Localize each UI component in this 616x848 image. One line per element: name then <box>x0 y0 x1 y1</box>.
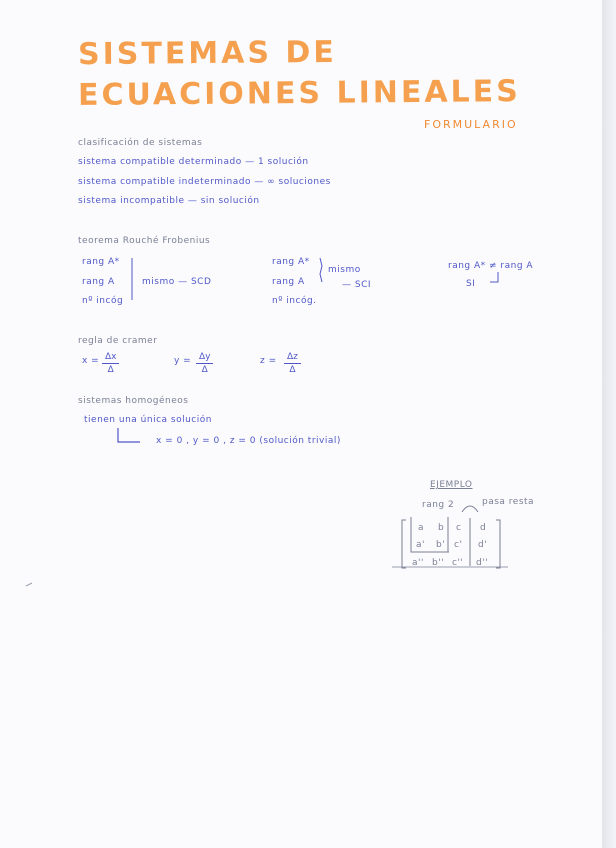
cramer-x-var: x = <box>82 356 100 366</box>
matrix-cell: a'' <box>412 558 424 568</box>
sci-line: sistema compatible indeterminado — ∞ soluciones <box>78 177 331 187</box>
c1-incognitas: nº incóg <box>82 296 124 306</box>
cramer-heading: regla de cramer <box>78 336 158 346</box>
c2-incognitas: nº incóg. <box>272 296 317 306</box>
cramer-z-var: z = <box>260 356 277 366</box>
c2-mismo: mismo <box>328 265 361 275</box>
homogeneos-arrow <box>118 428 140 442</box>
matrix-inner-box <box>411 517 449 552</box>
matrix-cell: d'' <box>476 558 489 568</box>
scd-line: sistema compatible determinado — 1 solución <box>78 157 309 167</box>
matrix-cell: c'' <box>452 558 464 568</box>
si-line: sistema incompatible — sin solución <box>78 196 260 206</box>
cramer-y-num: Δy <box>196 352 213 364</box>
c2-rang: rang A <box>272 277 305 287</box>
cramer-x-num: Δx <box>102 352 119 364</box>
cramer-y-den: Δ <box>201 365 208 375</box>
ejemplo-pasa-resta: pasa resta <box>482 497 535 507</box>
cramer-x-den: Δ <box>107 365 114 375</box>
clasificacion-heading: clasificación de sistemas <box>78 138 203 148</box>
c3-result: SI <box>466 279 476 289</box>
matrix-cell: b' <box>436 540 446 550</box>
c1-rang-ampliada: rang A* <box>82 257 120 267</box>
c2-result: — SCI <box>342 280 372 290</box>
c1-rang: rang A <box>82 277 115 287</box>
c1-result: mismo — SCD <box>142 277 212 287</box>
homogeneos-solution: x = 0 , y = 0 , z = 0 (solución trivial) <box>156 436 341 446</box>
matrix-cell: d <box>480 523 487 533</box>
title-line-2: ECUACIONES LINEALES <box>77 74 521 113</box>
matrix-outer-right <box>496 520 500 568</box>
ejemplo-rang: rang 2 <box>422 500 455 510</box>
c3-hook <box>490 272 498 282</box>
matrix-cell: c <box>456 523 462 533</box>
matrix-cell: c' <box>454 540 463 550</box>
ejemplo-heading: EJEMPLO <box>430 480 473 490</box>
cramer-z-den: Δ <box>289 365 296 375</box>
matrix-outer-left <box>402 520 406 568</box>
matrix-cell: b'' <box>432 558 445 568</box>
pencil-mark <box>26 583 32 586</box>
c3-comparison: rang A* ≠ rang A <box>448 261 534 271</box>
matrix-cell: a' <box>416 540 425 550</box>
c2-brace <box>320 258 322 282</box>
matrix-cell: a <box>418 523 425 533</box>
ejemplo-arc-arrow <box>462 506 478 512</box>
homogeneos-heading: sistemas homogéneos <box>78 396 189 406</box>
paper-edge <box>602 0 616 848</box>
matrix-cell: d' <box>478 540 488 550</box>
rouche-heading: teorema Rouché Frobenius <box>78 236 211 246</box>
subtitle: FORMULARIO <box>424 118 518 131</box>
cramer-y-var: y = <box>174 356 192 366</box>
title-line-1: SISTEMAS DE <box>77 34 338 73</box>
cramer-z-num: Δz <box>284 352 301 364</box>
matrix-cell: b <box>438 523 445 533</box>
c2-rang-ampliada: rang A* <box>272 257 310 267</box>
homogeneos-line: tienen una única solución <box>84 415 212 425</box>
